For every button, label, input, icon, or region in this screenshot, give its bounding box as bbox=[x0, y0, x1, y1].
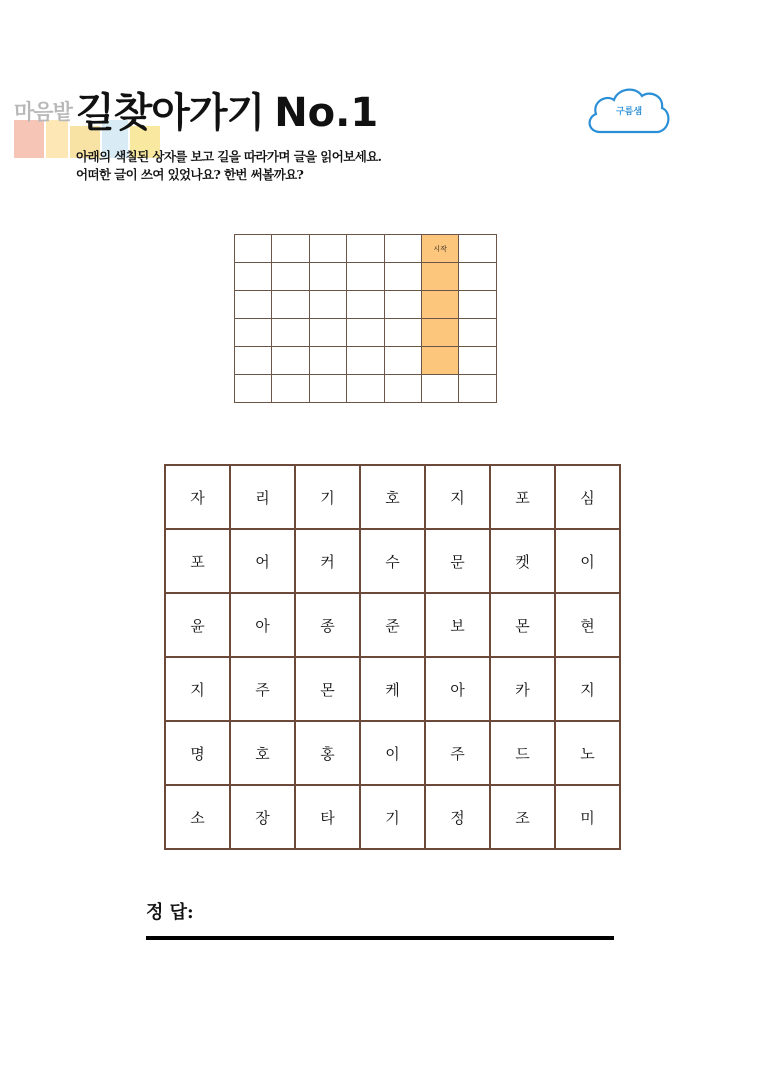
path-cell bbox=[272, 375, 309, 403]
letter-cell: 리 bbox=[230, 465, 295, 529]
path-cell bbox=[309, 235, 346, 263]
letter-cell: 현 bbox=[555, 593, 620, 657]
path-cell bbox=[421, 347, 458, 375]
letter-cell: 노 bbox=[555, 721, 620, 785]
path-cell bbox=[459, 291, 496, 319]
logo-text: 마음밭 bbox=[14, 100, 72, 124]
path-grid bbox=[234, 234, 497, 403]
letter-cell: 자 bbox=[165, 465, 230, 529]
letter-cell: 주 bbox=[425, 721, 490, 785]
answer-label: 정 답: bbox=[146, 902, 194, 923]
path-cell bbox=[347, 319, 384, 347]
path-cell bbox=[421, 319, 458, 347]
letter-grid-row bbox=[165, 785, 620, 849]
path-cell bbox=[384, 319, 421, 347]
letter-cell: 지 bbox=[555, 657, 620, 721]
letter-cell: 조 bbox=[490, 785, 555, 849]
letter-cell: 케 bbox=[360, 657, 425, 721]
path-cell bbox=[459, 375, 496, 403]
letter-cell: 호 bbox=[230, 721, 295, 785]
title-main: 길찾아가기 bbox=[76, 90, 265, 136]
path-cell bbox=[235, 347, 272, 375]
path-cell bbox=[459, 347, 496, 375]
letter-cell: 커 bbox=[295, 529, 360, 593]
letter-cell: 몬 bbox=[490, 593, 555, 657]
letter-cell: 장 bbox=[230, 785, 295, 849]
path-cell bbox=[384, 235, 421, 263]
path-cell bbox=[347, 375, 384, 403]
letter-cell: 명 bbox=[165, 721, 230, 785]
letter-cell: 준 bbox=[360, 593, 425, 657]
path-cell bbox=[459, 263, 496, 291]
path-cell bbox=[272, 263, 309, 291]
letter-cell: 수 bbox=[360, 529, 425, 593]
cloud-label: 구름샘 bbox=[615, 107, 643, 117]
letter-cell: 소 bbox=[165, 785, 230, 849]
path-cell bbox=[309, 375, 346, 403]
path-cell bbox=[421, 291, 458, 319]
letter-grid-row bbox=[165, 465, 620, 529]
instruction-line: 어떠한 글이 쓰여 있었나요? 한번 써볼까요? bbox=[76, 167, 304, 182]
path-cell bbox=[309, 263, 346, 291]
letter-cell: 포 bbox=[490, 465, 555, 529]
letter-cell: 몬 bbox=[295, 657, 360, 721]
letter-cell: 윤 bbox=[165, 593, 230, 657]
path-grid-row bbox=[235, 319, 497, 347]
letter-cell: 미 bbox=[555, 785, 620, 849]
path-start-cell: 시작 bbox=[421, 235, 458, 263]
letter-cell: 지 bbox=[425, 465, 490, 529]
instruction-line: 아래의 색칠된 상자를 보고 길을 따라가며 글을 읽어보세요. bbox=[76, 149, 382, 164]
path-cell bbox=[309, 319, 346, 347]
letter-cell: 타 bbox=[295, 785, 360, 849]
letter-cell: 아 bbox=[230, 593, 295, 657]
page-title bbox=[76, 88, 378, 138]
letter-grid-row bbox=[165, 529, 620, 593]
path-cell bbox=[235, 235, 272, 263]
letter-grid-row bbox=[165, 593, 620, 657]
path-cell bbox=[272, 347, 309, 375]
letter-cell: 아 bbox=[425, 657, 490, 721]
answer-line[interactable] bbox=[146, 936, 614, 940]
letter-cell: 호 bbox=[360, 465, 425, 529]
letter-cell: 정 bbox=[425, 785, 490, 849]
path-cell bbox=[421, 263, 458, 291]
letter-cell: 어 bbox=[230, 529, 295, 593]
path-cell bbox=[235, 291, 272, 319]
letter-grid-row bbox=[165, 657, 620, 721]
path-grid-row bbox=[235, 375, 497, 403]
letter-cell: 카 bbox=[490, 657, 555, 721]
letter-cell: 기 bbox=[295, 465, 360, 529]
letter-cell: 심 bbox=[555, 465, 620, 529]
letter-cell: 보 bbox=[425, 593, 490, 657]
path-cell bbox=[235, 263, 272, 291]
path-cell bbox=[272, 319, 309, 347]
letter-grid-row bbox=[165, 721, 620, 785]
letter-cell: 드 bbox=[490, 721, 555, 785]
path-cell bbox=[384, 375, 421, 403]
path-cell bbox=[421, 375, 458, 403]
cloud-badge bbox=[586, 82, 672, 144]
path-cell bbox=[459, 235, 496, 263]
path-grid-row bbox=[235, 291, 497, 319]
path-cell bbox=[347, 263, 384, 291]
path-cell bbox=[384, 347, 421, 375]
path-cell bbox=[347, 347, 384, 375]
title-number: No.1 bbox=[274, 90, 379, 136]
letter-cell: 포 bbox=[165, 529, 230, 593]
path-cell bbox=[309, 291, 346, 319]
letter-cell: 종 bbox=[295, 593, 360, 657]
letter-cell: 이 bbox=[360, 721, 425, 785]
path-cell bbox=[235, 319, 272, 347]
path-cell bbox=[235, 375, 272, 403]
path-cell bbox=[347, 235, 384, 263]
path-grid-row bbox=[235, 235, 497, 263]
path-cell bbox=[309, 347, 346, 375]
letter-cell: 지 bbox=[165, 657, 230, 721]
letter-cell: 이 bbox=[555, 529, 620, 593]
instructions bbox=[76, 148, 381, 184]
letter-cell: 문 bbox=[425, 529, 490, 593]
letter-cell: 홍 bbox=[295, 721, 360, 785]
letter-cell: 주 bbox=[230, 657, 295, 721]
path-cell bbox=[272, 291, 309, 319]
path-grid-row bbox=[235, 347, 497, 375]
path-cell bbox=[384, 291, 421, 319]
path-cell bbox=[384, 263, 421, 291]
path-cell bbox=[459, 319, 496, 347]
path-cell bbox=[347, 291, 384, 319]
path-cell bbox=[272, 235, 309, 263]
letter-cell: 켓 bbox=[490, 529, 555, 593]
path-grid-row bbox=[235, 263, 497, 291]
letter-cell: 기 bbox=[360, 785, 425, 849]
letter-grid bbox=[164, 464, 621, 850]
